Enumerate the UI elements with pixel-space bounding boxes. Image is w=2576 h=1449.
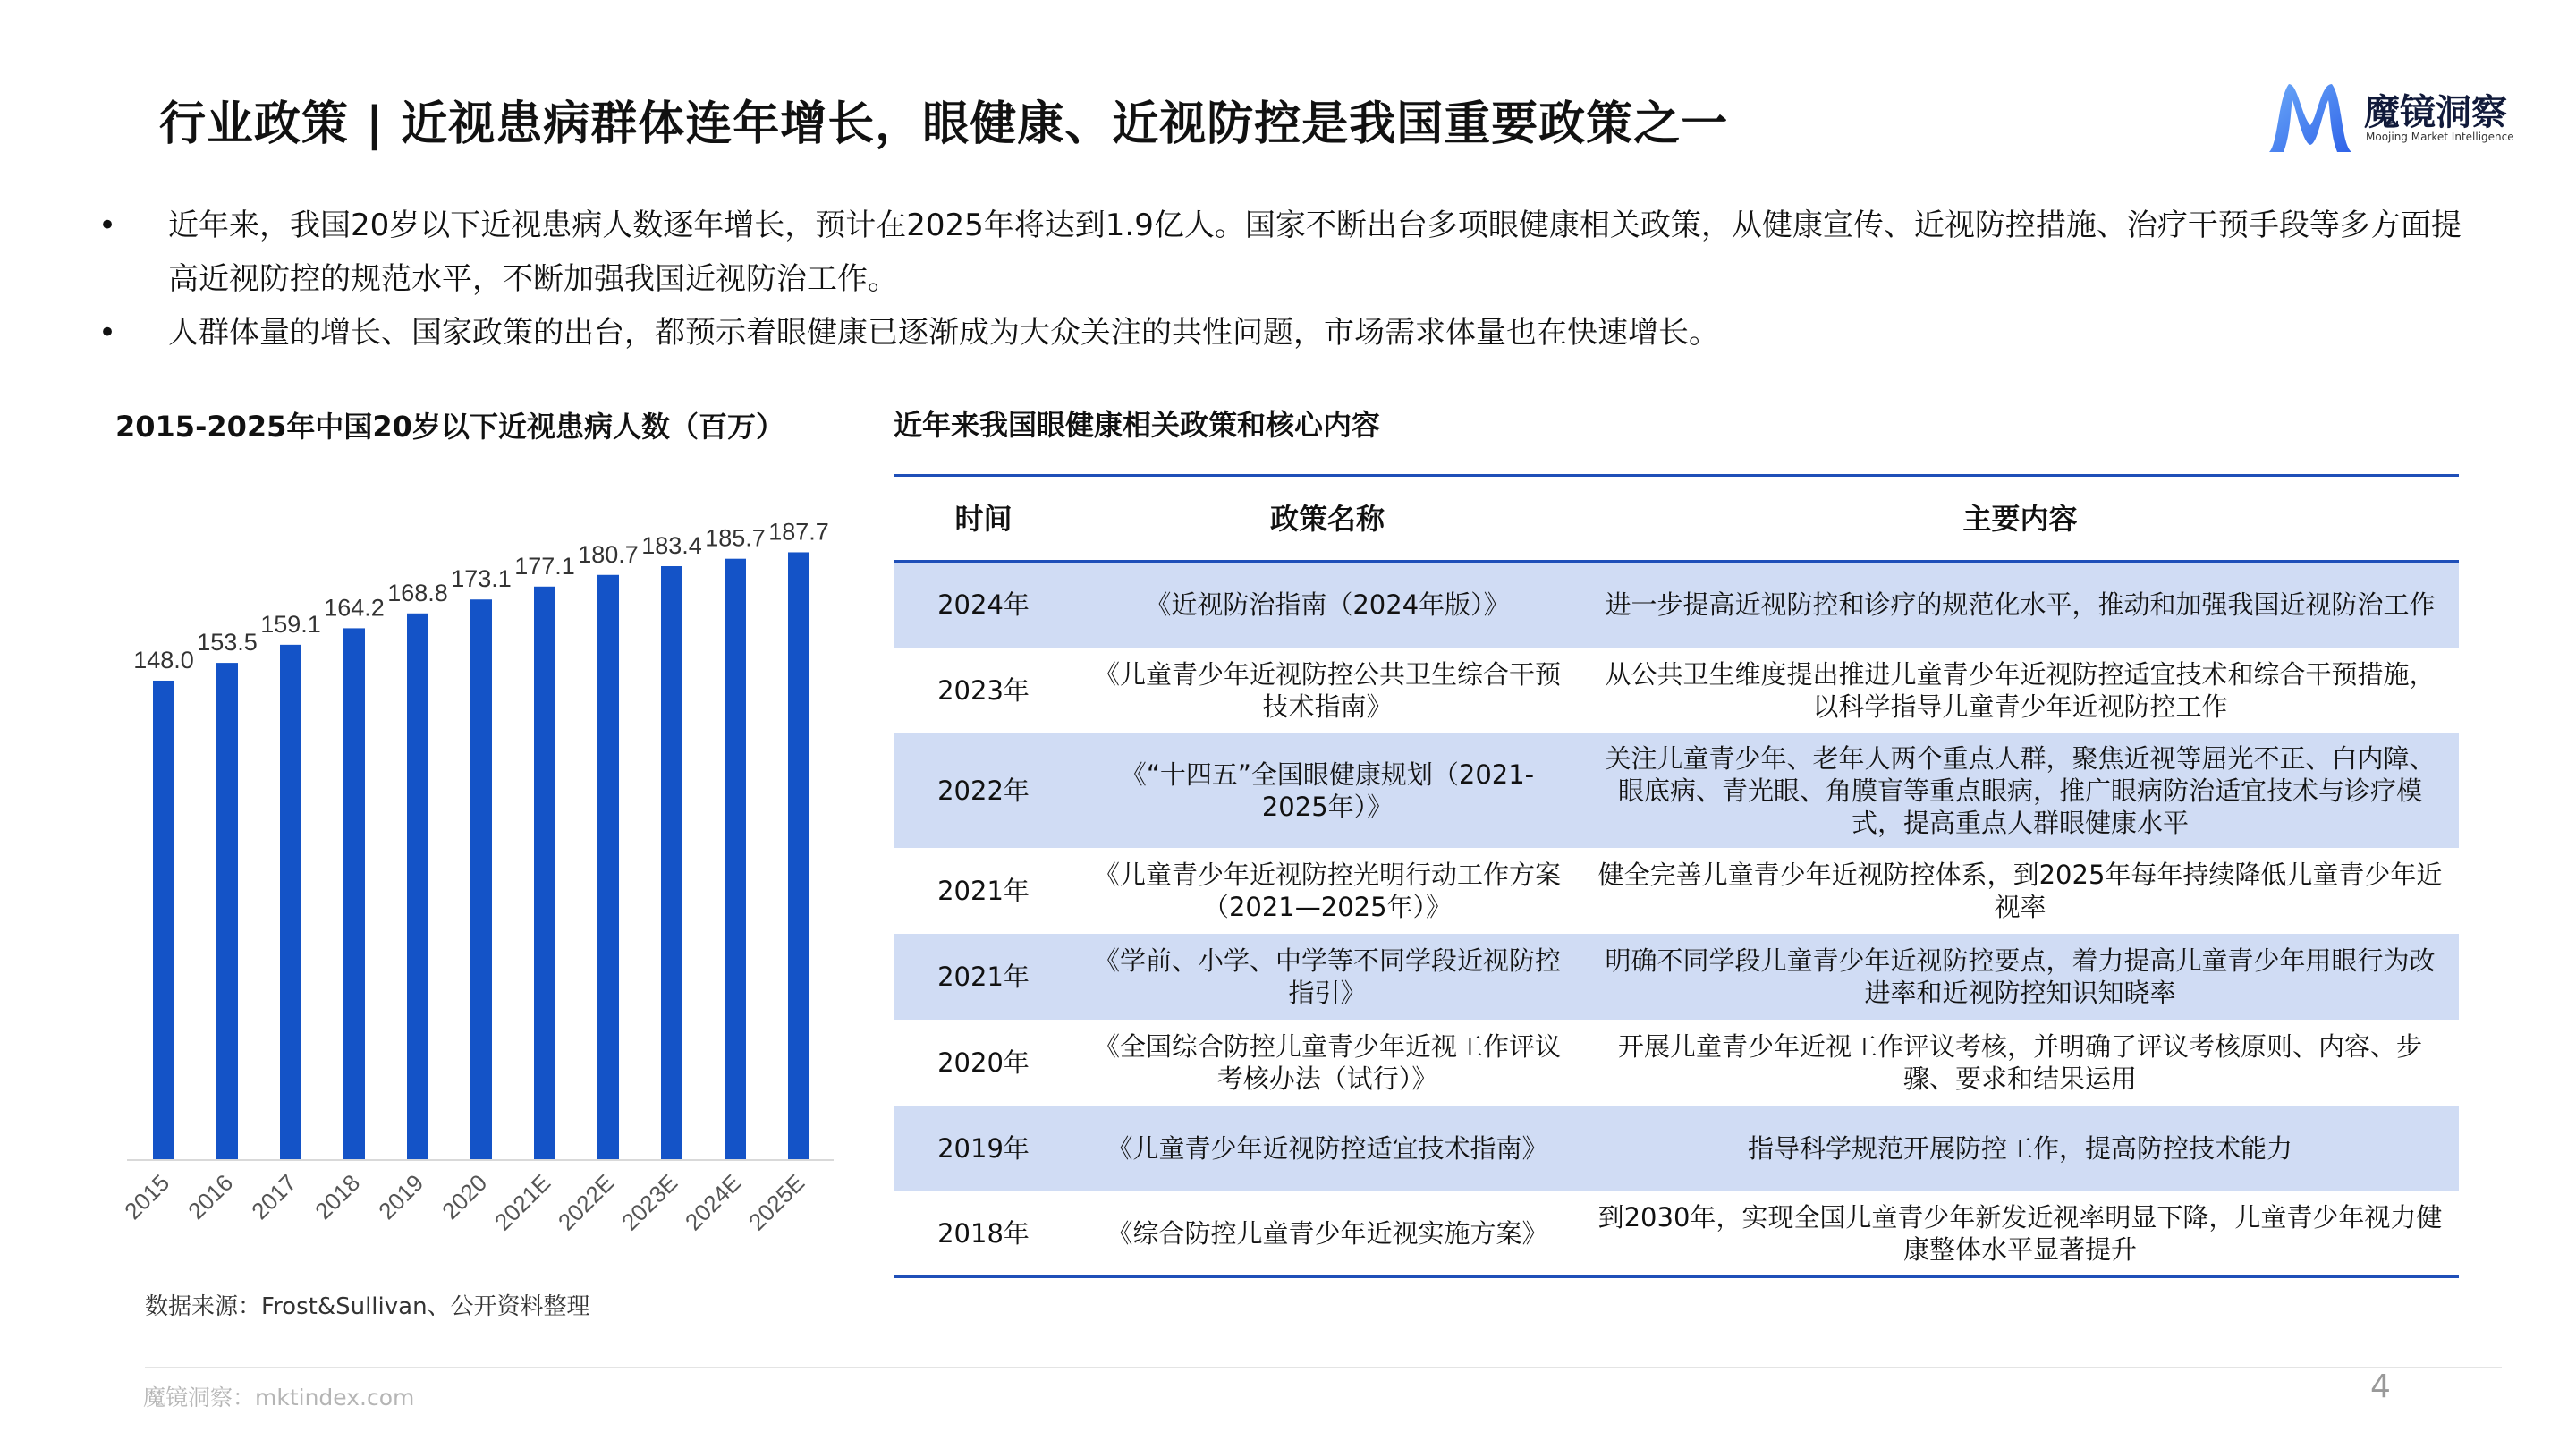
page-number: 4 [2370,1368,2391,1405]
table-row [894,562,2459,648]
cell-content: 从公共卫生维度提出推进儿童青少年近视防控适宜技术和综合干预措施，以科学指导儿童青少年近视防控工作 [1605,658,2436,722]
brand-name: 魔镜洞察 [2364,92,2507,133]
table-row [894,1191,2459,1277]
x-tick-label: 2016 [182,1169,239,1225]
bar [661,566,682,1159]
policy-table [894,474,2459,1278]
cell-content: 开展儿童青少年近视工作评议考核，并明确了评议考核原则、内容、步骤、要求和结果运用 [1617,1030,2422,1094]
bar [470,599,492,1159]
header-time: 时间 [954,501,1013,536]
table-row [894,733,2459,848]
summary-bullets [89,199,2469,360]
bar-value-label: 177.1 [514,552,575,580]
bar-value-label: 187.7 [768,518,829,546]
cell-content: 指导科学规范开展防控工作，提高防控技术能力 [1747,1132,2292,1164]
cell-time: 2023年 [937,674,1030,706]
bar [788,552,809,1159]
table-row [894,1106,2459,1191]
x-tick-label: 2019 [373,1169,429,1225]
footer-text: 魔镜洞察：mktindex.com [143,1385,415,1411]
x-tick-label: 2018 [309,1169,366,1225]
table-row [894,648,2459,733]
brand-logo [2266,80,2525,156]
cell-policy-name: 《儿童青少年近视防控公共卫生综合干预技术指南》 [1093,658,1561,722]
header-policy: 政策名称 [1269,501,1385,536]
cell-time: 2021年 [937,875,1030,906]
cell-content: 到2030年，实现全国儿童青少年新发近视率明显下降，儿童青少年视力健康整体水平显著提升 [1597,1201,2443,1265]
bar-value-label: 148.0 [133,646,194,674]
cell-policy-name: 《儿童青少年近视防控适宜技术指南》 [1106,1132,1548,1164]
table-row [894,934,2459,1020]
bar-chart [0,483,877,1288]
bar-value-label: 168.8 [387,579,448,606]
footer-divider [145,1367,2502,1368]
table-header-row [894,476,2459,562]
cell-time: 2019年 [937,1132,1030,1164]
bar-value-label: 173.1 [451,565,512,593]
x-tick-label: 2020 [436,1169,493,1225]
cell-policy-name: 《儿童青少年近视防控光明行动工作方案（2021—2025年）》 [1093,859,1561,922]
page-title: 行业政策 | 近视患病群体连年增长，眼健康、近视防控是我国重要政策之一 [159,97,1729,151]
x-tick-label: 2021E [488,1169,556,1236]
bullet-item: • 人群体量的增长、国家政策的出台，都预示着眼健康已逐渐成为大众关注的共性问题，市场需求体量也在快速增长。 [89,306,2469,360]
bar [216,663,238,1159]
cell-policy-name: 《“十四五”全国眼健康规划（2021-2025年）》 [1120,758,1535,822]
bar-value-label: 164.2 [324,594,385,622]
cell-policy-name: 《综合防控儿童青少年近视实施方案》 [1106,1217,1548,1249]
bullet-marker: • [98,208,117,243]
bar [153,681,174,1159]
bar [280,645,301,1159]
cell-time: 2020年 [937,1046,1030,1078]
cell-content: 进一步提高近视防控和诊疗的规范化水平，推动和加强我国近视防治工作 [1605,589,2436,621]
x-tick-label: 2024E [679,1169,747,1236]
bar [724,559,746,1159]
cell-time: 2022年 [937,775,1030,806]
x-tick-label: 2022E [552,1169,620,1236]
bar [407,614,428,1159]
brand-tagline: Moojing Market Intelligence [2366,131,2514,143]
x-tick-label: 2025E [742,1169,810,1236]
cell-policy-name: 《全国综合防控儿童青少年近视工作评议考核办法（试行）》 [1093,1030,1561,1094]
bullet-item: • 近年来，我国20岁以下近视患病人数逐年增长，预计在2025年将达到1.9亿人。国家不断出台多项眼健康相关政策，从健康宣传、近视防控措施、治疗干预手段等多方面提高近视防控的规范水平，不断加强我国近视防治工作。 [89,199,2469,306]
bar-value-label: 159.1 [260,610,321,638]
table-title: 近年来我国眼健康相关政策和核心内容 [894,408,1381,442]
bar [597,575,619,1159]
bullet-marker: • [98,315,117,351]
cell-policy-name: 《近视防治指南（2024年版）》 [1145,589,1510,621]
bar-value-label: 185.7 [705,524,766,552]
cell-content: 健全完善儿童青少年近视防控体系，到2025年每年持续降低儿童青少年近视率 [1597,859,2443,922]
x-tick-label: 2017 [246,1169,302,1225]
bar [534,587,555,1159]
bar-value-label: 153.5 [197,629,258,657]
cell-policy-name: 《学前、小学、中学等不同学段近视防控指引》 [1093,945,1561,1008]
x-tick-label: 2015 [119,1169,175,1225]
moojing-m-logo-icon [2266,80,2355,156]
x-tick-label: 2023E [615,1169,683,1236]
bar-value-label: 180.7 [578,540,639,568]
cell-time: 2024年 [937,589,1030,621]
data-source: 数据来源：Frost&Sullivan、公开资料整理 [145,1293,590,1320]
cell-content: 关注儿童青少年、老年人两个重点人群，聚焦近视等屈光不正、白内障、眼底病、青光眼、角膜盲等重点眼病，推广眼病防治适宜技术与诊疗模式，提高重点人群眼健康水平 [1605,742,2436,838]
cell-time: 2018年 [937,1217,1030,1249]
header-content: 主要内容 [1962,501,2078,536]
bar [343,628,365,1159]
bar-value-label: 183.4 [641,532,702,560]
table-row [894,848,2459,934]
chart-title: 2015-2025年中国20岁以下近视患病人数（百万） [115,410,784,444]
cell-time: 2021年 [937,961,1030,992]
table-row [894,1020,2459,1106]
cell-content: 明确不同学段儿童青少年近视防控要点，着力提高儿童青少年用眼行为改进率和近视防控知识知晓率 [1605,945,2436,1008]
